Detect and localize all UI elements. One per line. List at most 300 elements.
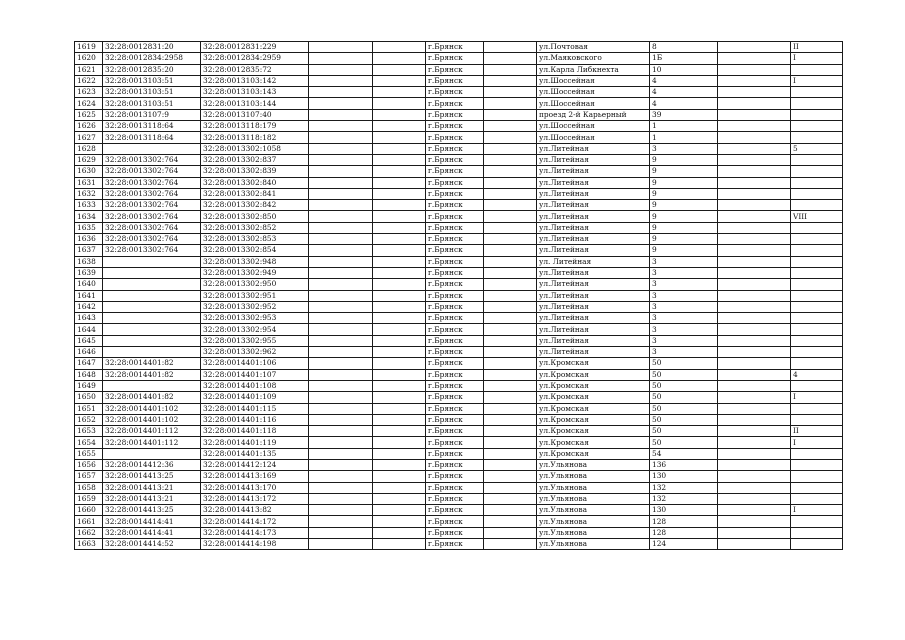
blank-cell — [373, 222, 426, 233]
row-number-cell: 1624 — [75, 98, 103, 109]
house-number-cell: 9 — [650, 245, 718, 256]
blank-cell — [484, 234, 537, 245]
unit-cell — [791, 87, 843, 98]
blank-cell — [309, 267, 373, 278]
blank-cell — [373, 448, 426, 459]
blank-cell — [718, 437, 791, 448]
land-plot-number-cell: 32:28:0012831:20 — [103, 42, 201, 53]
unit-cell — [791, 154, 843, 165]
cadastral-number-cell: 32:28:0014401:119 — [201, 437, 309, 448]
unit-cell — [791, 380, 843, 391]
blank-cell — [484, 121, 537, 132]
cadastral-number-cell: 32:28:0013302:839 — [201, 166, 309, 177]
land-plot-number-cell: 32:28:0013302:764 — [103, 200, 201, 211]
land-plot-number-cell: 32:28:0014401:102 — [103, 414, 201, 425]
house-number-cell: 50 — [650, 358, 718, 369]
blank-cell — [373, 493, 426, 504]
city-cell: г.Брянск — [426, 188, 484, 199]
land-plot-number-cell: 32:28:0013302:764 — [103, 234, 201, 245]
street-cell: ул.Литейная — [537, 324, 650, 335]
house-number-cell: 130 — [650, 471, 718, 482]
city-cell: г.Брянск — [426, 313, 484, 324]
street-cell: ул.Шоссейная — [537, 121, 650, 132]
land-plot-number-cell: 32:28:0014414:52 — [103, 539, 201, 550]
table-row — [75, 42, 843, 53]
blank-cell — [718, 290, 791, 301]
blank-cell — [309, 527, 373, 538]
street-cell: ул.Ульянова — [537, 482, 650, 493]
unit-cell — [791, 471, 843, 482]
blank-cell — [718, 177, 791, 188]
blank-cell — [718, 324, 791, 335]
blank-cell — [718, 87, 791, 98]
blank-cell — [718, 234, 791, 245]
house-number-cell: 50 — [650, 403, 718, 414]
blank-cell — [718, 358, 791, 369]
unit-cell — [791, 335, 843, 346]
blank-cell — [309, 188, 373, 199]
unit-cell — [791, 245, 843, 256]
cadastral-number-cell: 32:28:0013302:950 — [201, 279, 309, 290]
blank-cell — [718, 166, 791, 177]
blank-cell — [373, 358, 426, 369]
blank-cell — [309, 256, 373, 267]
blank-cell — [309, 234, 373, 245]
row-number-cell: 1656 — [75, 459, 103, 470]
row-number-cell: 1636 — [75, 234, 103, 245]
blank-cell — [718, 493, 791, 504]
cadastral-number-cell: 32:28:0014414:198 — [201, 539, 309, 550]
row-number-cell: 1621 — [75, 64, 103, 75]
row-number-cell: 1640 — [75, 279, 103, 290]
land-plot-number-cell: 32:28:0014413:21 — [103, 493, 201, 504]
unit-cell — [791, 98, 843, 109]
cadastral-number-cell: 32:28:0013302:1058 — [201, 143, 309, 154]
blank-cell — [484, 482, 537, 493]
blank-cell — [718, 256, 791, 267]
blank-cell — [373, 64, 426, 75]
house-number-cell: 1 — [650, 132, 718, 143]
city-cell: г.Брянск — [426, 200, 484, 211]
street-cell: ул.Ульянова — [537, 527, 650, 538]
unit-cell — [791, 234, 843, 245]
table-row — [75, 369, 843, 380]
table-row — [75, 234, 843, 245]
table-row — [75, 471, 843, 482]
blank-cell — [373, 98, 426, 109]
blank-cell — [484, 267, 537, 278]
row-number-cell: 1635 — [75, 222, 103, 233]
table-row — [75, 426, 843, 437]
row-number-cell: 1659 — [75, 493, 103, 504]
blank-cell — [373, 234, 426, 245]
street-cell: ул.Литейная — [537, 177, 650, 188]
house-number-cell: 3 — [650, 324, 718, 335]
land-plot-number-cell: 32:28:0014412:36 — [103, 459, 201, 470]
unit-cell — [791, 109, 843, 120]
unit-cell — [791, 493, 843, 504]
row-number-cell: 1634 — [75, 211, 103, 222]
row-number-cell: 1653 — [75, 426, 103, 437]
blank-cell — [484, 166, 537, 177]
blank-cell — [718, 200, 791, 211]
row-number-cell: 1661 — [75, 516, 103, 527]
table-row — [75, 324, 843, 335]
row-number-cell: 1622 — [75, 75, 103, 86]
city-cell: г.Брянск — [426, 301, 484, 312]
house-number-cell: 50 — [650, 437, 718, 448]
city-cell: г.Брянск — [426, 166, 484, 177]
blank-cell — [373, 166, 426, 177]
city-cell: г.Брянск — [426, 154, 484, 165]
street-cell: ул.Литейная — [537, 267, 650, 278]
land-plot-number-cell: 32:28:0013302:764 — [103, 245, 201, 256]
street-cell: ул.Кромская — [537, 369, 650, 380]
blank-cell — [484, 358, 537, 369]
row-number-cell: 1643 — [75, 313, 103, 324]
unit-cell — [791, 132, 843, 143]
blank-cell — [718, 98, 791, 109]
blank-cell — [484, 64, 537, 75]
cadastral-number-cell: 32:28:0013302:850 — [201, 211, 309, 222]
city-cell: г.Брянск — [426, 516, 484, 527]
city-cell: г.Брянск — [426, 98, 484, 109]
table-row — [75, 121, 843, 132]
blank-cell — [309, 87, 373, 98]
blank-cell — [718, 347, 791, 358]
table-row — [75, 132, 843, 143]
table-row — [75, 290, 843, 301]
land-plot-number-cell: 32:28:0014413:25 — [103, 471, 201, 482]
land-plot-number-cell — [103, 335, 201, 346]
blank-cell — [309, 200, 373, 211]
cadastral-number-cell: 32:28:0013302:953 — [201, 313, 309, 324]
blank-cell — [373, 143, 426, 154]
cadastral-number-cell: 32:28:0013302:962 — [201, 347, 309, 358]
cadastral-number-cell: 32:28:0013302:841 — [201, 188, 309, 199]
row-number-cell: 1650 — [75, 392, 103, 403]
row-number-cell: 1628 — [75, 143, 103, 154]
land-plot-number-cell: 32:28:0014414:41 — [103, 516, 201, 527]
blank-cell — [309, 414, 373, 425]
house-number-cell: 3 — [650, 143, 718, 154]
house-number-cell: 9 — [650, 211, 718, 222]
city-cell: г.Брянск — [426, 222, 484, 233]
blank-cell — [484, 188, 537, 199]
blank-cell — [309, 471, 373, 482]
blank-cell — [309, 380, 373, 391]
cadastral-number-cell: 32:28:0013302:951 — [201, 290, 309, 301]
table-row — [75, 358, 843, 369]
blank-cell — [309, 426, 373, 437]
house-number-cell: 3 — [650, 335, 718, 346]
street-cell: ул.Шоссейная — [537, 132, 650, 143]
table-row — [75, 177, 843, 188]
house-number-cell: 3 — [650, 279, 718, 290]
land-plot-number-cell — [103, 448, 201, 459]
land-plot-number-cell: 32:28:0014413:21 — [103, 482, 201, 493]
cadastral-number-cell: 32:28:0014401:116 — [201, 414, 309, 425]
blank-cell — [718, 369, 791, 380]
blank-cell — [484, 459, 537, 470]
city-cell: г.Брянск — [426, 64, 484, 75]
blank-cell — [373, 121, 426, 132]
house-number-cell: 128 — [650, 516, 718, 527]
land-plot-number-cell: 32:28:0013118:64 — [103, 121, 201, 132]
house-number-cell: 128 — [650, 527, 718, 538]
land-plot-number-cell: 32:28:0014413:25 — [103, 505, 201, 516]
cadastral-number-cell: 32:28:0013118:182 — [201, 132, 309, 143]
city-cell: г.Брянск — [426, 211, 484, 222]
street-cell: ул.Литейная — [537, 166, 650, 177]
unit-cell — [791, 64, 843, 75]
unit-cell: I — [791, 75, 843, 86]
city-cell: г.Брянск — [426, 290, 484, 301]
blank-cell — [373, 177, 426, 188]
blank-cell — [718, 313, 791, 324]
street-cell: ул.Кромская — [537, 448, 650, 459]
land-plot-number-cell — [103, 313, 201, 324]
cadastral-number-cell: 32:28:0014412:124 — [201, 459, 309, 470]
blank-cell — [309, 64, 373, 75]
blank-cell — [309, 177, 373, 188]
cadastral-number-cell: 32:28:0012834:2959 — [201, 53, 309, 64]
unit-cell — [791, 177, 843, 188]
blank-cell — [309, 324, 373, 335]
city-cell: г.Брянск — [426, 437, 484, 448]
cadastral-number-cell: 32:28:0014401:135 — [201, 448, 309, 459]
row-number-cell: 1620 — [75, 53, 103, 64]
blank-cell — [373, 267, 426, 278]
blank-cell — [309, 335, 373, 346]
house-number-cell: 132 — [650, 482, 718, 493]
table-row — [75, 392, 843, 403]
street-cell: ул.Кромская — [537, 437, 650, 448]
blank-cell — [484, 143, 537, 154]
blank-cell — [718, 188, 791, 199]
street-cell: ул.Шоссейная — [537, 87, 650, 98]
house-number-cell: 3 — [650, 313, 718, 324]
blank-cell — [373, 471, 426, 482]
blank-cell — [484, 516, 537, 527]
cadastral-number-cell: 32:28:0013302:948 — [201, 256, 309, 267]
cadastral-number-cell: 32:28:0013302:952 — [201, 301, 309, 312]
blank-cell — [718, 403, 791, 414]
cadastral-number-cell: 32:28:0013302:949 — [201, 267, 309, 278]
blank-cell — [484, 177, 537, 188]
land-plot-number-cell — [103, 267, 201, 278]
house-number-cell: 132 — [650, 493, 718, 504]
blank-cell — [373, 414, 426, 425]
blank-cell — [309, 222, 373, 233]
city-cell: г.Брянск — [426, 121, 484, 132]
table-row — [75, 279, 843, 290]
row-number-cell: 1619 — [75, 42, 103, 53]
blank-cell — [484, 154, 537, 165]
cadastral-number-cell: 32:28:0014413:172 — [201, 493, 309, 504]
street-cell: ул.Ульянова — [537, 505, 650, 516]
city-cell: г.Брянск — [426, 414, 484, 425]
street-cell: ул.Кромская — [537, 358, 650, 369]
land-plot-number-cell: 32:28:0012834:2958 — [103, 53, 201, 64]
land-plot-number-cell — [103, 301, 201, 312]
cadastral-number-cell: 32:28:0013103:144 — [201, 98, 309, 109]
table-row — [75, 414, 843, 425]
blank-cell — [718, 414, 791, 425]
unit-cell — [791, 414, 843, 425]
city-cell: г.Брянск — [426, 132, 484, 143]
house-number-cell: 9 — [650, 154, 718, 165]
street-cell: ул.Кромская — [537, 426, 650, 437]
blank-cell — [484, 324, 537, 335]
row-number-cell: 1660 — [75, 505, 103, 516]
land-plot-number-cell — [103, 324, 201, 335]
blank-cell — [484, 75, 537, 86]
blank-cell — [373, 426, 426, 437]
blank-cell — [373, 132, 426, 143]
blank-cell — [309, 98, 373, 109]
land-plot-number-cell: 32:28:0013302:764 — [103, 177, 201, 188]
street-cell: ул.Литейная — [537, 279, 650, 290]
table-row — [75, 267, 843, 278]
house-number-cell: 9 — [650, 222, 718, 233]
blank-cell — [718, 211, 791, 222]
blank-cell — [373, 403, 426, 414]
unit-cell — [791, 482, 843, 493]
unit-cell: I — [791, 505, 843, 516]
blank-cell — [718, 505, 791, 516]
city-cell: г.Брянск — [426, 335, 484, 346]
blank-cell — [309, 482, 373, 493]
blank-cell — [373, 87, 426, 98]
table-row — [75, 527, 843, 538]
city-cell: г.Брянск — [426, 539, 484, 550]
city-cell: г.Брянск — [426, 279, 484, 290]
blank-cell — [373, 301, 426, 312]
row-number-cell: 1629 — [75, 154, 103, 165]
unit-cell — [791, 290, 843, 301]
blank-cell — [373, 380, 426, 391]
unit-cell: I — [791, 437, 843, 448]
row-number-cell: 1657 — [75, 471, 103, 482]
cadastral-number-cell: 32:28:0013103:143 — [201, 87, 309, 98]
blank-cell — [373, 211, 426, 222]
city-cell: г.Брянск — [426, 448, 484, 459]
blank-cell — [373, 313, 426, 324]
blank-cell — [484, 335, 537, 346]
blank-cell — [373, 369, 426, 380]
cadastral-number-cell: 32:28:0014401:106 — [201, 358, 309, 369]
blank-cell — [309, 392, 373, 403]
land-plot-number-cell: 32:28:0013302:764 — [103, 222, 201, 233]
table-row — [75, 200, 843, 211]
table-row — [75, 482, 843, 493]
city-cell: г.Брянск — [426, 53, 484, 64]
cadastral-number-cell: 32:28:0014413:82 — [201, 505, 309, 516]
blank-cell — [718, 459, 791, 470]
house-number-cell: 9 — [650, 234, 718, 245]
city-cell: г.Брянск — [426, 482, 484, 493]
blank-cell — [309, 109, 373, 120]
house-number-cell: 8 — [650, 42, 718, 53]
blank-cell — [373, 347, 426, 358]
blank-cell — [718, 279, 791, 290]
table-row — [75, 188, 843, 199]
unit-cell — [791, 256, 843, 267]
blank-cell — [484, 42, 537, 53]
street-cell: ул.Почтовая — [537, 42, 650, 53]
unit-cell: II — [791, 426, 843, 437]
blank-cell — [309, 290, 373, 301]
unit-cell — [791, 527, 843, 538]
land-plot-number-cell: 32:28:0014401:112 — [103, 437, 201, 448]
table-row — [75, 335, 843, 346]
blank-cell — [484, 539, 537, 550]
street-cell: ул.Литейная — [537, 154, 650, 165]
blank-cell — [484, 471, 537, 482]
blank-cell — [309, 369, 373, 380]
blank-cell — [373, 256, 426, 267]
street-cell: ул.Литейная — [537, 290, 650, 301]
land-plot-number-cell: 32:28:0013302:764 — [103, 188, 201, 199]
table-row — [75, 505, 843, 516]
row-number-cell: 1647 — [75, 358, 103, 369]
blank-cell — [718, 42, 791, 53]
table-row — [75, 143, 843, 154]
house-number-cell: 3 — [650, 301, 718, 312]
street-cell: ул.Литейная — [537, 347, 650, 358]
street-cell: ул.Литейная — [537, 245, 650, 256]
unit-cell — [791, 459, 843, 470]
street-cell: ул.Кромская — [537, 392, 650, 403]
blank-cell — [484, 290, 537, 301]
unit-cell — [791, 200, 843, 211]
blank-cell — [309, 42, 373, 53]
table-row — [75, 75, 843, 86]
cadastral-number-cell: 32:28:0013302:852 — [201, 222, 309, 233]
city-cell: г.Брянск — [426, 369, 484, 380]
land-plot-number-cell: 32:28:0013302:764 — [103, 166, 201, 177]
blank-cell — [309, 279, 373, 290]
row-number-cell: 1644 — [75, 324, 103, 335]
blank-cell — [373, 437, 426, 448]
unit-cell — [791, 324, 843, 335]
blank-cell — [484, 132, 537, 143]
cadastral-number-cell: 32:28:0013302:842 — [201, 200, 309, 211]
table-row — [75, 166, 843, 177]
street-cell: ул.Ульянова — [537, 539, 650, 550]
blank-cell — [718, 426, 791, 437]
land-plot-number-cell: 32:28:0014401:82 — [103, 358, 201, 369]
city-cell: г.Брянск — [426, 245, 484, 256]
house-number-cell: 9 — [650, 177, 718, 188]
blank-cell — [484, 493, 537, 504]
blank-cell — [484, 301, 537, 312]
blank-cell — [484, 87, 537, 98]
blank-cell — [309, 121, 373, 132]
blank-cell — [484, 527, 537, 538]
house-number-cell: 3 — [650, 267, 718, 278]
street-cell: ул.Ульянова — [537, 516, 650, 527]
blank-cell — [718, 64, 791, 75]
city-cell: г.Брянск — [426, 75, 484, 86]
blank-cell — [373, 335, 426, 346]
table-row — [75, 313, 843, 324]
cadastral-number-cell: 32:28:0013302:955 — [201, 335, 309, 346]
row-number-cell: 1641 — [75, 290, 103, 301]
table-body — [75, 42, 843, 550]
land-plot-number-cell — [103, 256, 201, 267]
